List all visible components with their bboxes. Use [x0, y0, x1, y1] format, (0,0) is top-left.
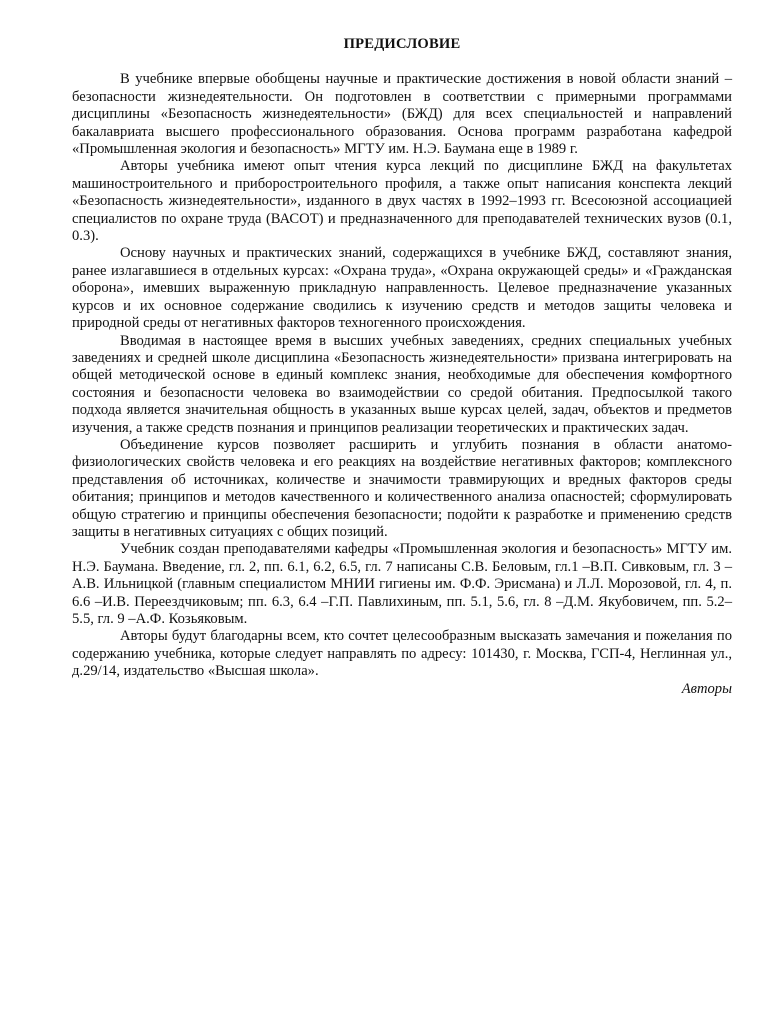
- paragraph-7: Авторы будут благодарны всем, кто сочтет целесообразным высказать замечания и пожелания по содержанию учебника, которые следует направлять по адресу: 101430, г. Москва, ГСП-4, Неглинная ул., д.29/14, издательство «Высшая школа».: [72, 628, 732, 680]
- page-title: ПРЕДИСЛОВИЕ: [343, 36, 461, 52]
- paragraph-5: Объединение курсов позволяет расширить и углубить познания в области анатомо-физиологических свойств человека и его реакциях на воздействие негативных факторов; комплексного представления об источниках, количестве и значимости травмирующих и вредных факторов среды обитания; принципов и методов качественного и количественного анализа опасностей; сформулировать общую стратегию и принципы обеспечения безопасности; подойти к разработке и применению средств защиты в негативных ситуациях с общих позиций.: [72, 436, 732, 540]
- paragraph-2: Авторы учебника имеют опыт чтения курса лекций по дисциплине БЖД на факультетах машиностроительного и приборостроительного профиля, а также опыт написания конспекта лекций «Безопасность жизнедеятельности», изданного в двух частях в 1992–1993 гг. Всесоюзной ассоциацией специалистов по охране труда (ВАСОТ) и предназначенного для преподавателей технических вузов (0.1, 0.3).: [72, 158, 732, 245]
- paragraph-3: Основу научных и практических знаний, содержащихся в учебнике БЖД, составляют знания, ранее излагавшиеся в отдельных курсах: «Охрана труда», «Охрана окружающей среды» и «Гражданская оборона», имевших выраженную прикладную направленность. Целевое предназначение указанных курсов и их основное содержание сводились к изучению средств и методов защиты человека и природной среды от негативных факторов техногенного происхождения.: [72, 245, 732, 332]
- paragraph-4: Вводимая в настоящее время в высших учебных заведениях, средних специальных учебных заведениях и средней школе дисциплина «Безопасность жизнедеятельности» призвана интегрировать на общей методической основе в единый комплекс знания, необходимые для обеспечения комфортного состояния и безопасности человека во взаимодействии со средой обитания. Предпосылкой такого подхода является значительная общность в указанных выше курсах целей, задач, объектов и предметов изучения, а также средств познания и принципов реализации теоретических и практических задач.: [72, 332, 732, 436]
- document-page: [72, 36, 732, 698]
- paragraph-6: Учебник создан преподавателями кафедры «Промышленная экология и безопасность» МГТУ им. Н.Э. Баумана. Введение, гл. 2, пп. 6.1, 6.2, 6.5, гл. 7 написаны С.В. Беловым, гл.1 –В.П. Сивковым, гл. 3 –А.В. Ильницкой (главным специалистом МНИИ гигиены им. Ф.Ф. Эрисмана) и Л.Л. Морозовой, гл. 4, п. 6.6 –И.В. Переездчиковым; пп. 6.3, 6.4 –Г.П. Павлихиным, пп. 5.1, 5.6, гл. 8 –Д.М. Якубовичем, пп. 5.2–5.5, гл. 9 –А.Ф. Козьяковым.: [72, 541, 732, 627]
- paragraph-1: В учебнике впервые обобщены научные и практические достижения в новой области знаний – безопасности жизнедеятельности. Он подготовлен в соответствии с примерными программами дисциплины «Безопасность жизнедеятельности» (БЖД) для всех специальностей и направлений бакалавриата высшего профессионального образования. Основа программ разработана кафедрой «Промышленная экология и безопасность» МГТУ им. Н.Э. Баумана еще в 1989 г.: [72, 71, 732, 158]
- signature: Авторы: [681, 680, 732, 697]
